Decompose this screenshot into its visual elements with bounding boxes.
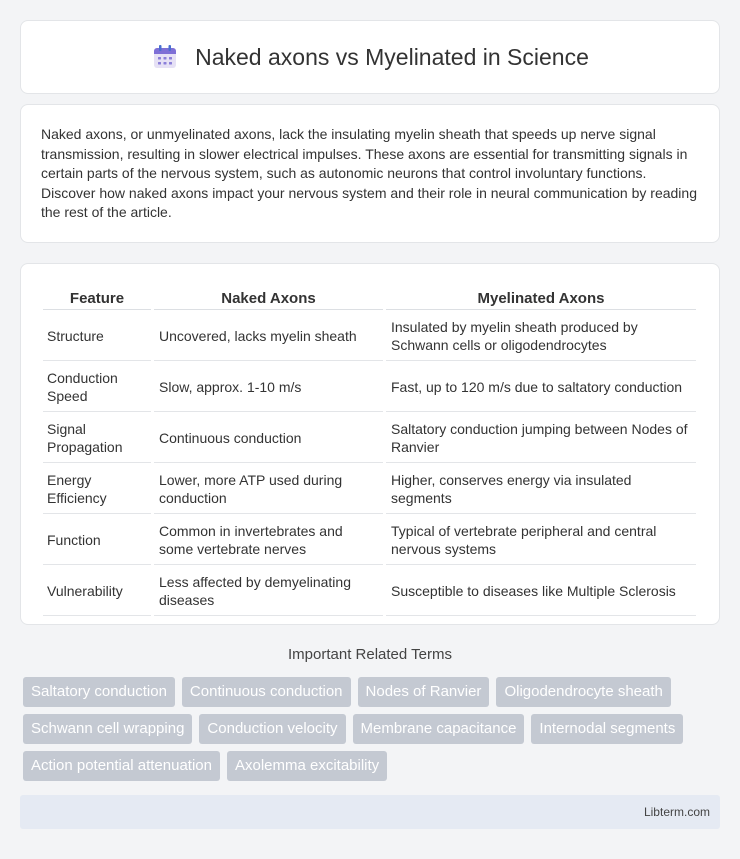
cell-feature: Function <box>43 516 151 565</box>
related-term-tag[interactable]: Conduction velocity <box>199 714 345 744</box>
cell-naked: Continuous conduction <box>154 414 383 463</box>
cell-feature: Signal Propagation <box>43 414 151 463</box>
calendar-icon <box>151 43 179 71</box>
header-naked-axons: Naked Axons <box>154 286 383 310</box>
cell-myelinated: Susceptible to diseases like Multiple Sclerosis <box>386 567 696 616</box>
related-term-tag[interactable]: Membrane capacitance <box>353 714 525 744</box>
cell-naked: Uncovered, lacks myelin sheath <box>154 312 383 361</box>
related-term-tag[interactable]: Schwann cell wrapping <box>23 714 192 744</box>
related-term-tag[interactable]: Axolemma excitability <box>227 751 387 781</box>
cell-myelinated: Insulated by myelin sheath produced by Schwann cells or oligodendrocytes <box>386 312 696 361</box>
footer <box>20 795 720 829</box>
related-terms-heading: Important Related Terms <box>288 646 452 663</box>
header-feature: Feature <box>43 286 151 310</box>
intro-paragraph: Naked axons, or unmyelinated axons, lack the insulating myelin sheath that speeds up nerve signal transmission, resulting in slower electrical impulses. These axons are essential for transmitting signals in certain parts of the nervous system, such as autonomic neurons that control involuntary functions. Discover how naked axons impact your nervous system and their role in neural communication by reading the rest of the article. <box>41 126 697 221</box>
table-row <box>43 465 696 514</box>
intro-card <box>20 104 720 243</box>
cell-naked: Less affected by demyelinating diseases <box>154 567 383 616</box>
cell-myelinated: Higher, conserves energy via insulated segments <box>386 465 696 514</box>
comparison-table <box>40 284 699 618</box>
table-row <box>43 363 696 412</box>
table-header-row <box>43 286 696 310</box>
table-row <box>43 567 696 616</box>
related-term-tag[interactable]: Saltatory conduction <box>23 677 175 707</box>
cell-naked: Slow, approx. 1-10 m/s <box>154 363 383 412</box>
footer-brand-link[interactable]: Libterm.com <box>643 805 710 819</box>
related-term-tag[interactable]: Continuous conduction <box>182 677 351 707</box>
page-title: Naked axons vs Myelinated in Science <box>195 43 589 70</box>
table-row <box>43 516 696 565</box>
cell-myelinated: Saltatory conduction jumping between Nodes of Ranvier <box>386 414 696 463</box>
cell-feature: Energy Efficiency <box>43 465 151 514</box>
related-term-tag[interactable]: Action potential attenuation <box>23 751 220 781</box>
cell-myelinated: Fast, up to 120 m/s due to saltatory conduction <box>386 363 696 412</box>
related-term-tag[interactable]: Internodal segments <box>531 714 683 744</box>
cell-feature: Structure <box>43 312 151 361</box>
table-row <box>43 414 696 463</box>
cell-myelinated: Typical of vertebrate peripheral and central nervous systems <box>386 516 696 565</box>
related-term-tag[interactable]: Oligodendrocyte sheath <box>496 677 670 707</box>
header-myelinated-axons: Myelinated Axons <box>386 286 696 310</box>
cell-feature: Conduction Speed <box>43 363 151 412</box>
table-row <box>43 312 696 361</box>
cell-feature: Vulnerability <box>43 567 151 616</box>
cell-naked: Lower, more ATP used during conduction <box>154 465 383 514</box>
cell-naked: Common in invertebrates and some vertebrate nerves <box>154 516 383 565</box>
related-term-tag[interactable]: Nodes of Ranvier <box>358 677 490 707</box>
title-card <box>20 20 720 94</box>
comparison-card <box>20 263 720 625</box>
related-terms-list <box>23 677 723 781</box>
